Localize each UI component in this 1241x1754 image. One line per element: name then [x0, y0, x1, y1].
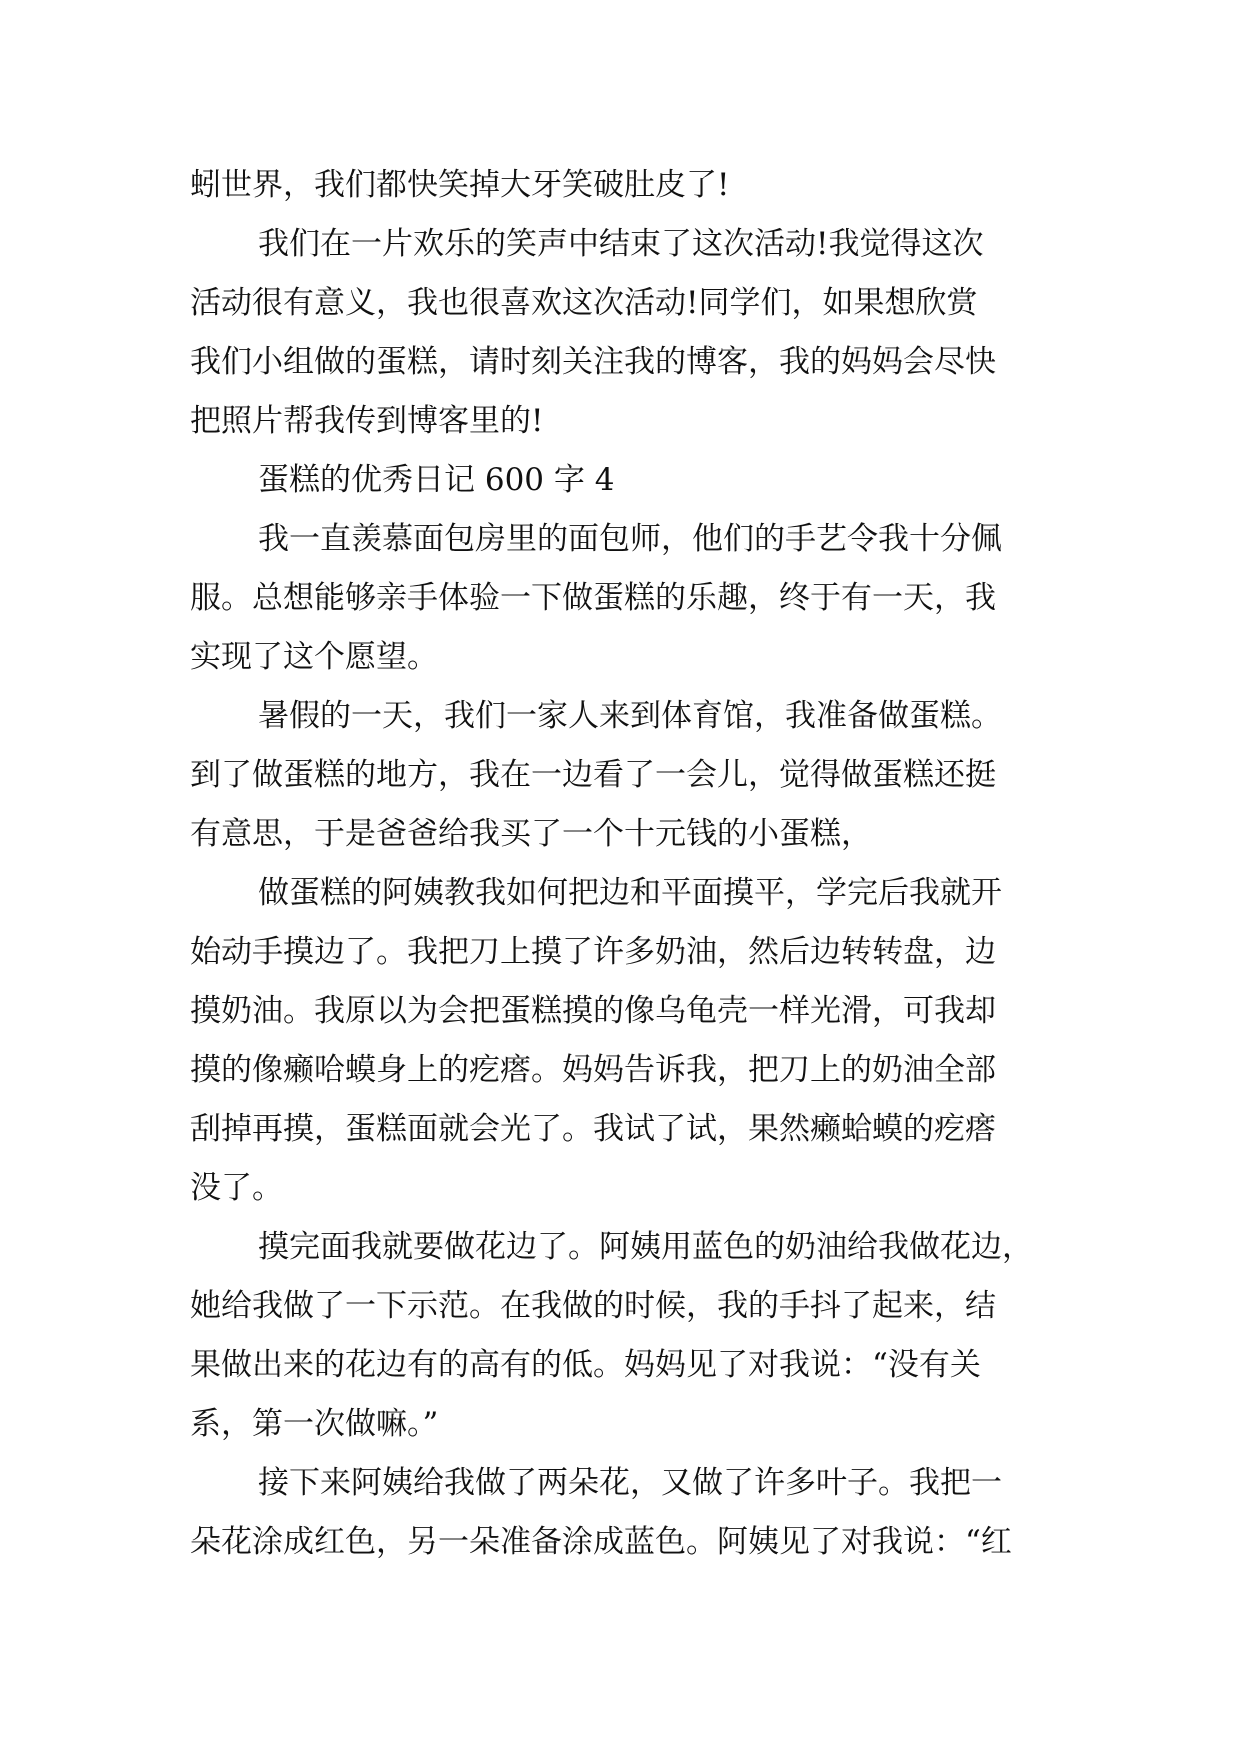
text-line: 蚓世界，我们都快笑掉大牙笑破肚皮了! — [190, 167, 730, 203]
text-line: 我们小组做的蛋糕，请时刻关注我的博客，我的妈妈会尽快 — [190, 344, 996, 380]
text-line: 果做出来的花边有的高有的低。妈妈见了对我说：“没有关 — [190, 1347, 981, 1383]
text-line: 她给我做了一下示范。在我做的时候，我的手抖了起来，结 — [190, 1288, 996, 1324]
text-line: 刮掉再摸，蛋糕面就会光了。我试了试，果然癞蛤蟆的疙瘩 — [190, 1111, 996, 1147]
text-line: 摸奶油。我原以为会把蛋糕摸的像乌龟壳一样光滑，可我却 — [190, 993, 996, 1029]
text-line: 把照片帮我传到博客里的! — [190, 403, 544, 439]
text-line: 接下来阿姨给我做了两朵花，又做了许多叶子。我把一 — [258, 1465, 1002, 1501]
text-line: 活动很有意义，我也很喜欢这次活动!同学们，如果想欣赏 — [190, 285, 978, 321]
text-line: 有意思，于是爸爸给我买了一个十元钱的小蛋糕， — [190, 816, 872, 852]
text-line: 摸完面我就要做花边了。阿姨用蓝色的奶油给我做花边， — [258, 1229, 1033, 1265]
text-line: 我一直羡慕面包房里的面包师，他们的手艺令我十分佩 — [258, 521, 1002, 557]
section-heading: 蛋糕的优秀日记 600 字 4 — [258, 462, 615, 498]
text-line: 始动手摸边了。我把刀上摸了许多奶油，然后边转转盘，边 — [190, 934, 996, 970]
text-line: 没了。 — [190, 1170, 283, 1206]
text-line: 我们在一片欢乐的笑声中结束了这次活动!我觉得这次 — [258, 226, 984, 262]
text-line: 系，第一次做嘛。” — [190, 1406, 439, 1442]
text-line: 做蛋糕的阿姨教我如何把边和平面摸平，学完后我就开 — [258, 875, 1002, 911]
text-line: 暑假的一天，我们一家人来到体育馆，我准备做蛋糕。 — [258, 698, 1002, 734]
text-line: 朵花涂成红色，另一朵准备涂成蓝色。阿姨见了对我说：“红 — [190, 1524, 1012, 1560]
text-line: 实现了这个愿望。 — [190, 639, 438, 675]
text-line: 到了做蛋糕的地方，我在一边看了一会儿，觉得做蛋糕还挺 — [190, 757, 996, 793]
text-line: 摸的像癞哈蟆身上的疙瘩。妈妈告诉我，把刀上的奶油全部 — [190, 1052, 996, 1088]
text-line: 服。总想能够亲手体验一下做蛋糕的乐趣，终于有一天，我 — [190, 580, 996, 616]
